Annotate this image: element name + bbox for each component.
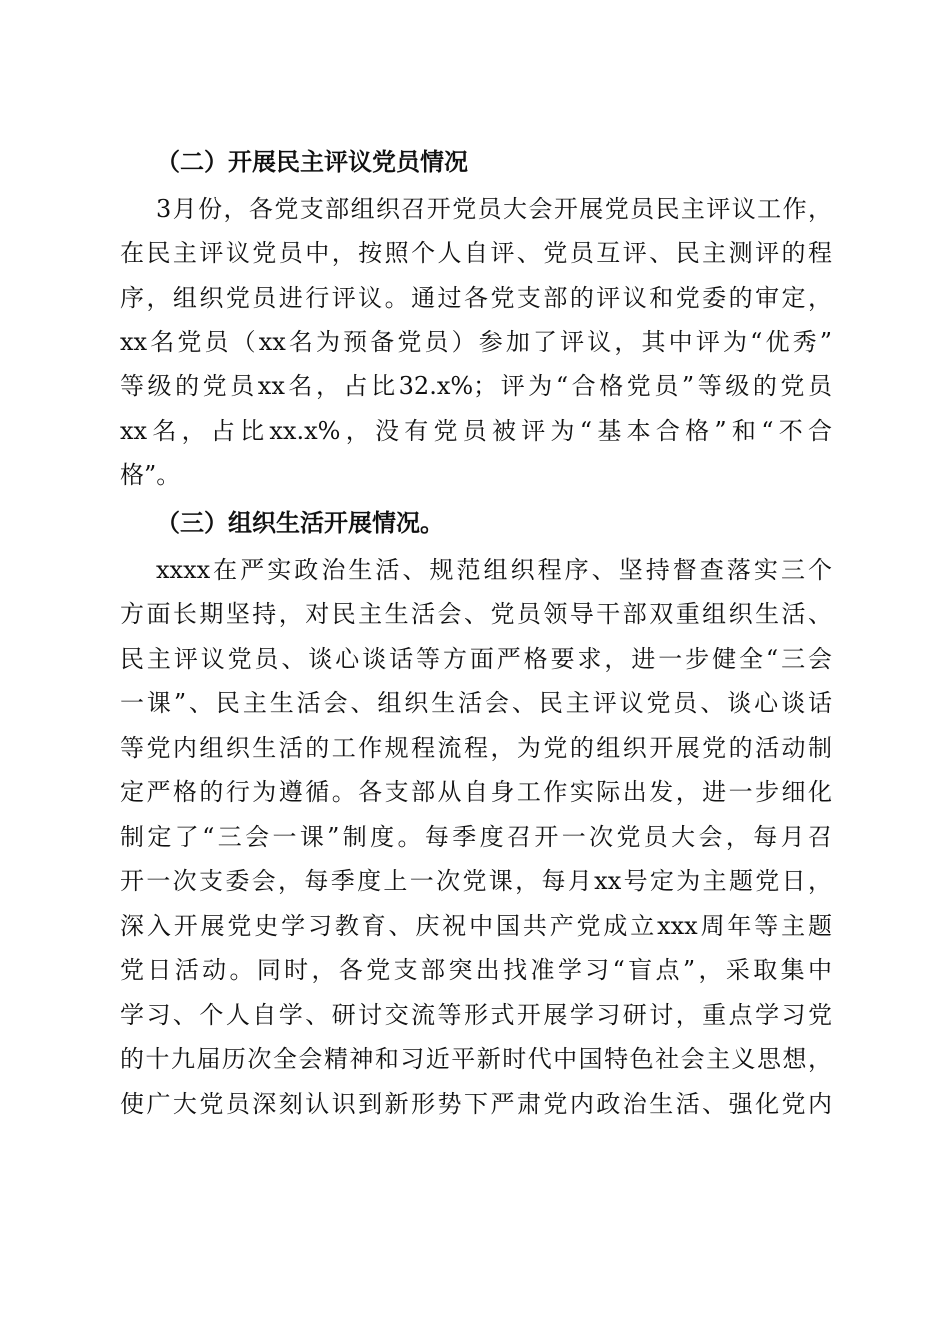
paragraph-line: 在民主评议党员中，按照个人自评、党员互评、民主测评的程 [120,239,832,267]
section-2-heading: （二）开展民主评议党员情况 [156,148,468,176]
paragraph-line: 开一次支委会，每季度上一次党课，每月xx号定为主题党日， [120,867,832,895]
paragraph-line: 党日活动。同时，各党支部突出找准学习“盲点”，采取集中 [120,956,832,984]
paragraph-line: 3月份，各党支部组织召开党员大会开展党员民主评议工作， [156,195,832,223]
paragraph-line: 方面长期坚持，对民主生活会、党员领导干部双重组织生活、 [120,600,832,628]
paragraph-line: 的十九届历次全会精神和习近平新时代中国特色社会主义思想， [120,1045,832,1073]
paragraph-line: 序，组织党员进行评议。通过各党支部的评议和党委的审定， [120,284,832,312]
paragraph-line: 格”。 [120,461,181,489]
section-3-heading: （三）组织生活开展情况。 [156,509,444,537]
paragraph-line: 民主评议党员、谈心谈话等方面严格要求，进一步健全“三会 [120,645,832,673]
paragraph-line: 使广大党员深刻认识到新形势下严肃党内政治生活、强化党内 [120,1090,832,1118]
paragraph-line: 制定了“三会一课”制度。每季度召开一次党员大会，每月召 [120,823,832,851]
paragraph-line: xx名党员（xx名为预备党员）参加了评议，其中评为“优秀” [120,328,832,356]
paragraph-line: 等党内组织生活的工作规程流程，为党的组织开展党的活动制 [120,734,832,762]
paragraph-line: 定严格的行为遵循。各支部从自身工作实际出发，进一步细化 [120,778,832,806]
paragraph-line: xx名，占比xx.x%，没有党员被评为“基本合格”和“不合 [120,417,832,445]
paragraph-line: xxxx在严实政治生活、规范组织程序、坚持督查落实三个 [156,556,832,584]
paragraph-line: 等级的党员xx名，占比32.x%；评为“合格党员”等级的党员 [120,372,832,400]
paragraph-line: 学习、个人自学、研讨交流等形式开展学习研讨，重点学习党 [120,1001,832,1029]
paragraph-line: 深入开展党史学习教育、庆祝中国共产党成立xxx周年等主题 [120,912,832,940]
paragraph-line: 一课”、民主生活会、组织生活会、民主评议党员、谈心谈话 [120,689,832,717]
